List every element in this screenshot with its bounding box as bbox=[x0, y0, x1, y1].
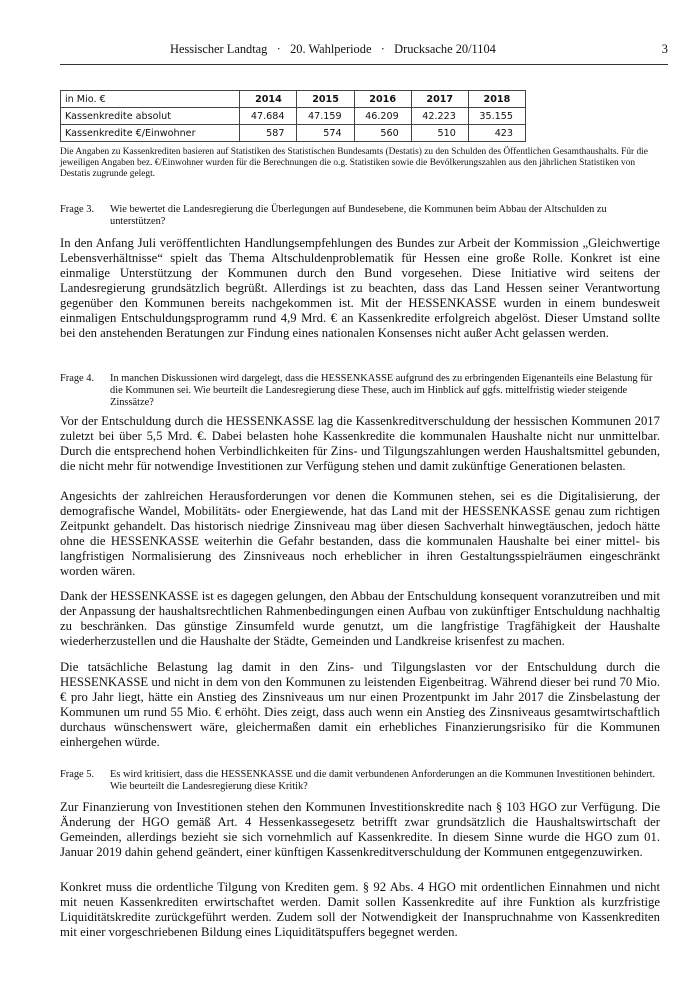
table-row bbox=[61, 125, 526, 142]
answer-paragraph: Angesichts der zahlreichen Herausforderungen vor denen die Kommunen stehen, sei es die Digitalisierung, der demografische Wandel, Mobilitäts- oder Energiewende, hat das Land mit der HESSENKASSE genau zum richtigen Zeitpunkt gehandelt. Das historisch niedrige Zinsniveau mag über diesen Sachverhalt hinwegtäuschen, jedoch hätte ohne die HESSENKASSE weiterhin die Gefahr bestanden, dass die kommunalen Haushalte bei einer mittel- bis langfristigen Normalisierung des Zinsniveaus noch erheblicher in ihren Gestaltungsspielräumen eingeschränkt worden wären. bbox=[60, 489, 660, 579]
question-5 bbox=[60, 769, 658, 793]
question-label: Frage 5. bbox=[60, 769, 95, 780]
table-cell: 47.159 bbox=[297, 108, 354, 125]
answer-paragraph: In den Anfang Juli veröffentlichten Handlungsempfehlungen des Bundes zur Arbeit der Kommission „Gleichwertige Lebensverhältnisse“ spielt das Thema Altschuldenproblematik für Hessen eine große Rolle. Konkret ist eine einmalige Unterstützung der Kommunen durch den Bund vorgesehen. Diese Initiative wird seitens der Landesregierung grundsätzlich begrüßt. Allerdings ist zu beachten, dass das Land Hessen seiner Verantwortung gegenüber den Kommunen bereits nachgekommen ist. Mit der HESSENKASSE wurden in einem bundesweit einmaligen Entschuldungsprogramm rund 4,9 Mrd. € an Kassenkredite erfolgreich abgelöst. Dieser Umstand sollte bei den anstehenden Beratungen zur Findung eines nationalen Konsenses nicht außer Acht gelassen werden. bbox=[60, 236, 660, 341]
answer-paragraph: Zur Finanzierung von Investitionen stehen den Kommunen Investitionskredite nach § 103 HGO zur Verfügung. Die Änderung der HGO gemäß Art. 4 Hessenkassegesetz betrifft zwar grundsätzlich die Haushaltswirtschaft der Gemeinden, allerdings bezieht sie sich vornehmlich auf Kassenkredite. In diesem Sinne wurde die HGO zum 01. Januar 2019 dahin gehend geändert, einer künftigen Kassenkreditverschuldung der Kommunen entgegenzuwirken. bbox=[60, 800, 660, 860]
table-header-row bbox=[61, 91, 526, 108]
table-cell: 574 bbox=[297, 125, 354, 142]
table-footnote: Die Angaben zu Kassenkrediten basieren auf Statistiken des Statistischen Bundesamts (Destatis) zu den Schulden des Öffentlichen Gesamthaushalts. Für die jeweiligen Angaben bez. €/Einwohner wurden für die Berechnungen die o.g. Statistiken sowie die Bevölkerungszahlen aus den jährlichen Statistiken von Destatis zugrunde gelegt. bbox=[60, 147, 648, 180]
table-cell: 560 bbox=[354, 125, 411, 142]
answer-paragraph: Vor der Entschuldung durch die HESSENKASSE lag die Kassenkreditverschuldung der hessischen Kommunen 2017 zuletzt bei über 5,5 Mrd. €. Dabei belasten hohe Kassenkredite die kommunalen Haushalte nicht nur unmittelbar. Durch die entsprechend hohen Verbindlichkeiten für Zins- und Tilgungszahlungen werden Haushaltsmittel gebunden, die nicht mehr für notwendige Investitionen zur Verfügung stehen und damit zukünftige Generationen belasten. bbox=[60, 414, 660, 474]
table-cell: 587 bbox=[240, 125, 297, 142]
table-cell: 35.155 bbox=[468, 108, 525, 125]
row-label: Kassenkredite €/Einwohner bbox=[61, 125, 240, 142]
table-cell: 47.684 bbox=[240, 108, 297, 125]
table-year: 2018 bbox=[468, 91, 525, 108]
question-label: Frage 4. bbox=[60, 373, 95, 384]
table-year: 2014 bbox=[240, 91, 297, 108]
question-text: In manchen Diskussionen wird dargelegt, dass die HESSENKASSE aufgrund des zu erbringenden Eigenanteils eine Belastung für die Kommunen sei. Wie beurteilt die Landesregierung diese These, auch im Hinblick auf ggfs. mittelfristig wieder steigende Zinssätze? bbox=[110, 373, 653, 409]
question-label: Frage 3. bbox=[60, 204, 95, 215]
question-4 bbox=[60, 373, 658, 410]
kassenkredite-table bbox=[60, 90, 526, 142]
row-label: Kassenkredite absolut bbox=[61, 108, 240, 125]
answer-paragraph: Konkret muss die ordentliche Tilgung von Krediten gem. § 92 Abs. 4 HGO mit ordentlichen Einnahmen und nicht mit neuen Kassenkrediten erwirtschaftet werden. Damit sollen Kassenkredite auf ihre Funktion als kurzfristige Liquiditätskredite zurückgeführt werden. Zudem soll der Notwendigkeit der Inanspruchnahme von Kassenkrediten mit einer vorgeschriebenen Bildung eines Liquiditätspuffers begegnet werden. bbox=[60, 880, 660, 940]
table-cell: 42.223 bbox=[411, 108, 468, 125]
question-3 bbox=[60, 204, 658, 228]
header-text: Hessischer Landtag · 20. Wahlperiode · Drucksache 20/1104 bbox=[170, 42, 496, 56]
page-number: 3 bbox=[661, 42, 668, 56]
answer-paragraph: Dank der HESSENKASSE ist es dagegen gelungen, den Abbau der Entschuldung konsequent voranzutreiben und mit der Anpassung der haushaltsrechtlichen Rahmenbedingungen einen Aufbau von zukünftiger Entschuldung nachhaltig zu beschränken. Das günstige Zinsumfeld wurde genutzt, um die langfristige Tragfähigkeit der Haushalte wiederherzustellen und die Haushalte der Städte, Gemeinden und Landkreise krisenfest zu machen. bbox=[60, 589, 660, 649]
table-unit-label: in Mio. € bbox=[61, 91, 240, 108]
answer-paragraph: Die tatsächliche Belastung lag damit in den Zins- und Tilgungslasten vor der Entschuldung durch die HESSENKASSE und nicht in dem von den Kommunen zu leistenden Eigenbeitrag. Während dieser bei rund 70 Mio. € pro Jahr liegt, hätte ein Anstieg des Zinsniveaus um nur einen Prozentpunkt im Jahr 2017 die Zinsbelastung der Kommunen um rund 55 Mio. € erhöht. Dies zeigt, dass auch wenn ein Anstieg des Zinsniveaus gesamtwirtschaftlich durchaus wünschenswert wäre, gleichermaßen damit ein erhebliches Finanzierungsrisiko für die Kommunen einhergehen würde. bbox=[60, 660, 660, 750]
table-cell: 46.209 bbox=[354, 108, 411, 125]
question-text: Wie bewertet die Landesregierung die Überlegungen auf Bundesebene, die Kommunen beim Abbau der Altschulden zu unterstützen? bbox=[110, 204, 607, 228]
page-header bbox=[60, 42, 668, 65]
table-year: 2017 bbox=[411, 91, 468, 108]
table-cell: 510 bbox=[411, 125, 468, 142]
table-year: 2015 bbox=[297, 91, 354, 108]
table-cell: 423 bbox=[468, 125, 525, 142]
question-text: Es wird kritisiert, dass die HESSENKASSE und die damit verbundenen Anforderungen an die Kommunen Investitionen behindert. Wie beurteilt die Landesregierung diese Kritik? bbox=[110, 769, 656, 793]
table-row bbox=[61, 108, 526, 125]
table-year: 2016 bbox=[354, 91, 411, 108]
